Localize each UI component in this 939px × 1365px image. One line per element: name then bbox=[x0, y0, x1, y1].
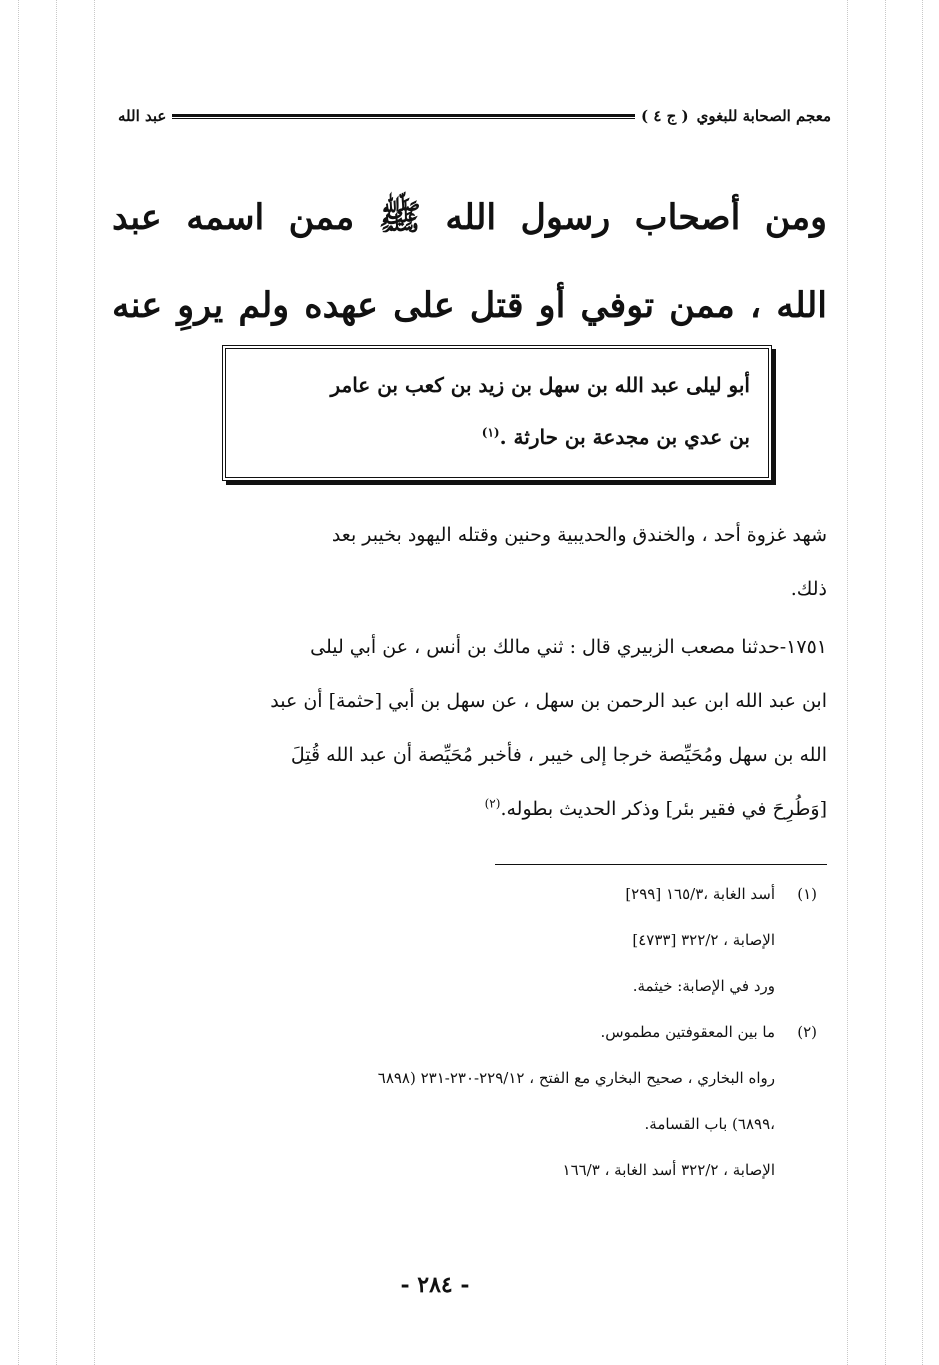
footnote-number: (٢) bbox=[797, 1023, 817, 1041]
text-line: ذلك. bbox=[790, 578, 827, 600]
volume-label: ( ج ٤ ) bbox=[640, 107, 689, 125]
running-header bbox=[118, 101, 831, 131]
footnote-line: الإصابة ، ٣٢٢/٢ أسد الغابة ، ١٦٦/٣ bbox=[562, 1161, 775, 1179]
footnote-separator bbox=[495, 864, 827, 865]
footnote-line: ورد في الإصابة: خيثمة. bbox=[632, 977, 775, 995]
footnotes bbox=[117, 882, 817, 1204]
chapter-title bbox=[112, 174, 827, 350]
chapter-title-line: الله ، ممن توفي أو قتل على عهده ولم يروِ عنه bbox=[112, 285, 827, 326]
page-number: - ٢٨٤ - bbox=[400, 1272, 470, 1298]
text-line: ابن عبد الله ابن عبد الرحمن بن سهل ، عن سهل بن أبي [حثمة] أن عبد bbox=[270, 690, 827, 712]
entry-heading-box bbox=[222, 345, 772, 481]
chapter-title-line: ومن أصحاب رسول الله ﷺ ممن اسمه عبد bbox=[112, 197, 827, 238]
footnote-reference[interactable]: (٢) bbox=[484, 796, 501, 811]
footnote-line: أسد الغابة ،١٦٥/٣ [٢٩٩] bbox=[625, 885, 775, 903]
footnote bbox=[117, 882, 817, 998]
text-line: شهد غزوة أحد ، والخندق والحديبية وحنين وقتله اليهود بخيبر بعد bbox=[331, 524, 827, 546]
text-line-content: [وَطُرِحَ في فقير بئر] وذكر الحديث بطوله. bbox=[500, 798, 827, 820]
section-name: عبد الله bbox=[118, 107, 167, 125]
body-text bbox=[115, 508, 827, 836]
footnote-line: ما بين المعقوفتين مطموس. bbox=[600, 1023, 775, 1041]
text-line: ١٧٥١-حدثنا مصعب الزبيري قال : ثني مالك بن أنس ، عن أبي ليلى bbox=[310, 636, 827, 658]
entry-heading-text: بن عدي بن مجدعة بن حارثة . bbox=[499, 425, 750, 449]
footnote-line: رواه البخاري ، صحيح البخاري مع الفتح ، ٢٢٩/١٢-٢٣٠-٢٣١ (٦٨٩٨ bbox=[377, 1069, 775, 1087]
footnote-number: (١) bbox=[797, 885, 817, 903]
footnote bbox=[117, 1020, 817, 1182]
footnote-line: ،٦٨٩٩) باب القسامة. bbox=[644, 1115, 775, 1133]
book-title: معجم الصحابة للبغوي bbox=[696, 107, 831, 125]
paragraph bbox=[115, 508, 827, 616]
header-rule bbox=[172, 114, 635, 119]
footnote-reference[interactable]: (١) bbox=[481, 425, 500, 440]
entry-heading-line: أبو ليلى عبد الله بن سهل بن زيد بن كعب بن عامر bbox=[330, 373, 750, 397]
footnote-line: الإصابة ، ٣٢٢/٢ [٤٧٣٣] bbox=[632, 931, 775, 949]
text-line: الله بن سهل ومُحَيِّصة خرجا إلى خيبر ، فأخبر مُحَيِّصة أن عبد الله قُتِلَ bbox=[290, 744, 827, 766]
paragraph bbox=[115, 620, 827, 836]
entry-heading-line bbox=[244, 411, 750, 463]
text-line bbox=[115, 782, 827, 836]
